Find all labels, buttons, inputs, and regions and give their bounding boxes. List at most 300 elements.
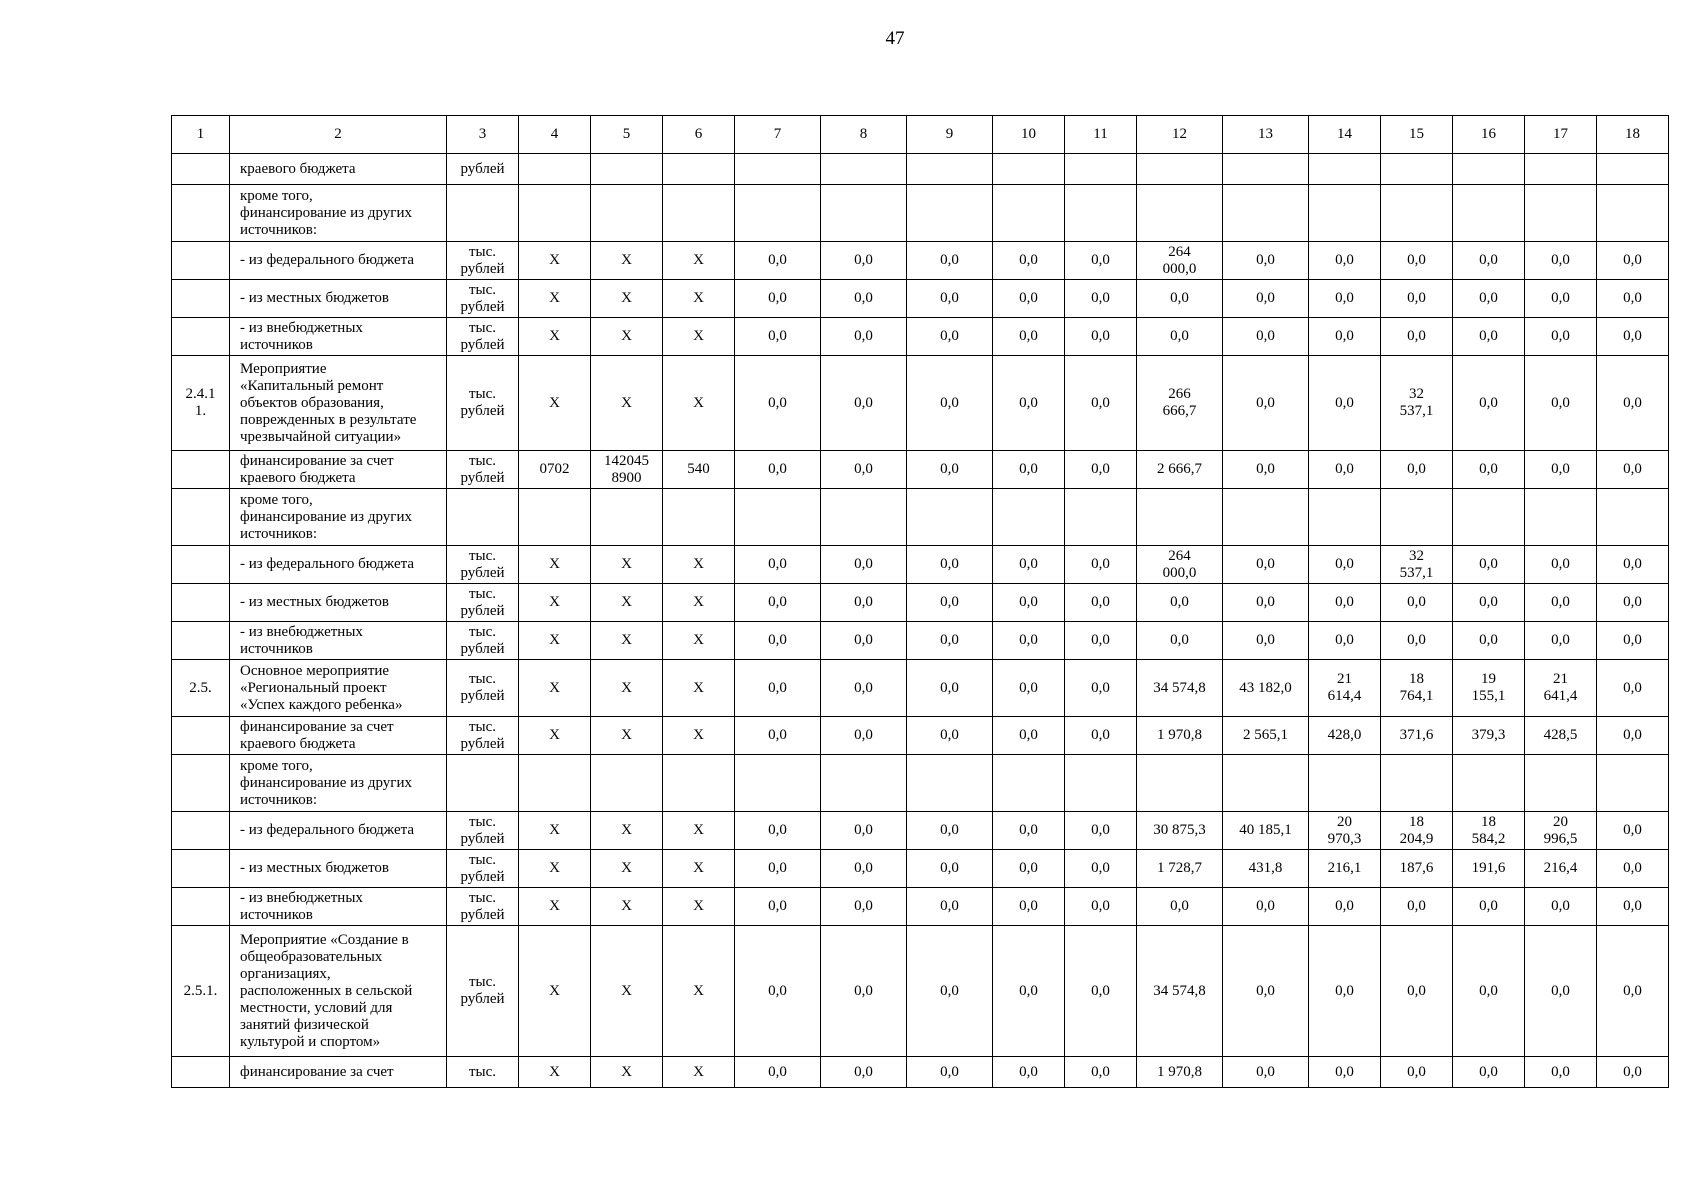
- value-cell: 0,0: [1309, 584, 1381, 622]
- value-cell: 0,0: [1065, 622, 1137, 660]
- value-cell: 0,0: [1525, 1057, 1597, 1088]
- value-cell: 0,0: [821, 451, 907, 489]
- value-cell: X: [663, 622, 735, 660]
- column-header: 12: [1137, 116, 1223, 154]
- value-cell: [1309, 489, 1381, 546]
- column-header: 17: [1525, 116, 1597, 154]
- unit-cell: [447, 489, 519, 546]
- value-cell: X: [663, 660, 735, 717]
- value-cell: 18 584,2: [1453, 812, 1525, 850]
- value-cell: 0,0: [1137, 280, 1223, 318]
- unit-cell: тыс. рублей: [447, 850, 519, 888]
- value-cell: 0,0: [1381, 888, 1453, 926]
- value-cell: 0,0: [821, 546, 907, 584]
- value-cell: 0,0: [907, 546, 993, 584]
- value-cell: [519, 154, 591, 185]
- table-row: [172, 812, 1669, 850]
- column-header: 5: [591, 116, 663, 154]
- value-cell: 0,0: [1223, 888, 1309, 926]
- value-cell: [1597, 755, 1669, 812]
- row-number-cell: [172, 755, 230, 812]
- value-cell: 20 996,5: [1525, 812, 1597, 850]
- value-cell: 0,0: [1309, 451, 1381, 489]
- value-cell: 0,0: [993, 1057, 1065, 1088]
- value-cell: 0,0: [1453, 622, 1525, 660]
- value-cell: 0,0: [993, 242, 1065, 280]
- value-cell: 0,0: [1065, 1057, 1137, 1088]
- value-cell: [663, 185, 735, 242]
- value-cell: [1223, 755, 1309, 812]
- value-cell: 0,0: [1065, 546, 1137, 584]
- unit-cell: тыс. рублей: [447, 888, 519, 926]
- value-cell: 0,0: [1453, 888, 1525, 926]
- value-cell: X: [663, 888, 735, 926]
- value-cell: [591, 755, 663, 812]
- page-number: 47: [885, 28, 905, 49]
- value-cell: [1223, 185, 1309, 242]
- value-cell: 0,0: [1223, 584, 1309, 622]
- table-row: [172, 926, 1669, 1057]
- value-cell: 0,0: [993, 717, 1065, 755]
- value-cell: [907, 755, 993, 812]
- value-cell: 0,0: [1065, 812, 1137, 850]
- value-cell: [1525, 489, 1597, 546]
- value-cell: 0,0: [993, 318, 1065, 356]
- value-cell: [1223, 489, 1309, 546]
- value-cell: [1381, 185, 1453, 242]
- column-header: 13: [1223, 116, 1309, 154]
- value-cell: 0,0: [1381, 318, 1453, 356]
- value-cell: 0,0: [735, 812, 821, 850]
- unit-cell: тыс. рублей: [447, 660, 519, 717]
- row-name-cell: краевого бюджета: [230, 154, 447, 185]
- row-number-cell: [172, 850, 230, 888]
- value-cell: [1309, 755, 1381, 812]
- value-cell: [1597, 154, 1669, 185]
- value-cell: 0,0: [907, 926, 993, 1057]
- value-cell: 0,0: [993, 660, 1065, 717]
- value-cell: [591, 154, 663, 185]
- row-name-cell: - из местных бюджетов: [230, 584, 447, 622]
- value-cell: [735, 755, 821, 812]
- table-row: [172, 584, 1669, 622]
- value-cell: 0,0: [1597, 660, 1669, 717]
- column-header: 18: [1597, 116, 1669, 154]
- value-cell: [1065, 154, 1137, 185]
- table-row: [172, 755, 1669, 812]
- value-cell: 43 182,0: [1223, 660, 1309, 717]
- value-cell: 21 614,4: [1309, 660, 1381, 717]
- column-header: 16: [1453, 116, 1525, 154]
- value-cell: 0,0: [1065, 660, 1137, 717]
- row-name-cell: финансирование за счет краевого бюджета: [230, 451, 447, 489]
- value-cell: 0,0: [821, 660, 907, 717]
- row-number-cell: [172, 546, 230, 584]
- value-cell: 0,0: [1137, 584, 1223, 622]
- value-cell: [1065, 185, 1137, 242]
- value-cell: [1597, 489, 1669, 546]
- value-cell: X: [663, 546, 735, 584]
- column-header: 4: [519, 116, 591, 154]
- value-cell: [663, 489, 735, 546]
- value-cell: 0,0: [1309, 356, 1381, 451]
- value-cell: 0,0: [1381, 926, 1453, 1057]
- column-header: 8: [821, 116, 907, 154]
- value-cell: 0,0: [1065, 318, 1137, 356]
- column-header: 3: [447, 116, 519, 154]
- value-cell: 0,0: [1065, 584, 1137, 622]
- column-header: 6: [663, 116, 735, 154]
- row-number-cell: [172, 451, 230, 489]
- value-cell: 0,0: [735, 888, 821, 926]
- value-cell: [1453, 489, 1525, 546]
- value-cell: X: [519, 546, 591, 584]
- unit-cell: тыс. рублей: [447, 242, 519, 280]
- column-header: 9: [907, 116, 993, 154]
- value-cell: [1381, 154, 1453, 185]
- value-cell: 0,0: [907, 451, 993, 489]
- value-cell: 0,0: [907, 850, 993, 888]
- row-number-cell: 2.4.1 1.: [172, 356, 230, 451]
- value-cell: X: [591, 356, 663, 451]
- value-cell: [1137, 154, 1223, 185]
- value-cell: 0,0: [1525, 451, 1597, 489]
- row-name-cell: кроме того, финансирование из других источников:: [230, 489, 447, 546]
- value-cell: 0,0: [1525, 356, 1597, 451]
- value-cell: [1309, 154, 1381, 185]
- column-header: 1: [172, 116, 230, 154]
- value-cell: [1525, 154, 1597, 185]
- value-cell: 34 574,8: [1137, 660, 1223, 717]
- row-name-cell: - из федерального бюджета: [230, 242, 447, 280]
- row-name-cell: Мероприятие «Капитальный ремонт объектов образования, поврежденных в результате чрезвычайной ситуации»: [230, 356, 447, 451]
- value-cell: 0,0: [1525, 242, 1597, 280]
- table-row: [172, 660, 1669, 717]
- value-cell: 428,5: [1525, 717, 1597, 755]
- table-row: [172, 242, 1669, 280]
- value-cell: 0,0: [907, 584, 993, 622]
- value-cell: 0,0: [1453, 1057, 1525, 1088]
- value-cell: 0,0: [735, 850, 821, 888]
- value-cell: [735, 154, 821, 185]
- value-cell: 0,0: [735, 584, 821, 622]
- value-cell: 0,0: [1223, 926, 1309, 1057]
- value-cell: X: [663, 242, 735, 280]
- table-row: [172, 318, 1669, 356]
- value-cell: [663, 154, 735, 185]
- value-cell: X: [591, 280, 663, 318]
- value-cell: X: [519, 660, 591, 717]
- row-name-cell: - из федерального бюджета: [230, 546, 447, 584]
- value-cell: 0,0: [907, 717, 993, 755]
- value-cell: X: [519, 280, 591, 318]
- unit-cell: тыс. рублей: [447, 546, 519, 584]
- value-cell: 0,0: [821, 812, 907, 850]
- value-cell: X: [519, 888, 591, 926]
- value-cell: 0,0: [907, 812, 993, 850]
- value-cell: 216,4: [1525, 850, 1597, 888]
- value-cell: 0,0: [735, 546, 821, 584]
- value-cell: [1453, 185, 1525, 242]
- row-name-cell: кроме того, финансирование из других источников:: [230, 755, 447, 812]
- value-cell: 0,0: [1597, 812, 1669, 850]
- value-cell: [1223, 154, 1309, 185]
- value-cell: 0,0: [1597, 318, 1669, 356]
- value-cell: 0,0: [1525, 546, 1597, 584]
- value-cell: 0,0: [907, 318, 993, 356]
- unit-cell: тыс. рублей: [447, 926, 519, 1057]
- value-cell: 0,0: [1597, 926, 1669, 1057]
- value-cell: 0,0: [1597, 1057, 1669, 1088]
- value-cell: 0,0: [1223, 622, 1309, 660]
- value-cell: [663, 755, 735, 812]
- value-cell: 191,6: [1453, 850, 1525, 888]
- value-cell: [993, 755, 1065, 812]
- value-cell: 0,0: [1597, 717, 1669, 755]
- value-cell: X: [591, 318, 663, 356]
- table-row: [172, 546, 1669, 584]
- value-cell: [519, 489, 591, 546]
- value-cell: 0,0: [735, 660, 821, 717]
- value-cell: 0,0: [735, 926, 821, 1057]
- value-cell: 0,0: [1597, 242, 1669, 280]
- value-cell: 264 000,0: [1137, 546, 1223, 584]
- value-cell: 0,0: [1453, 584, 1525, 622]
- value-cell: X: [591, 1057, 663, 1088]
- value-cell: [1309, 185, 1381, 242]
- value-cell: 0,0: [993, 850, 1065, 888]
- value-cell: [821, 154, 907, 185]
- value-cell: [821, 185, 907, 242]
- value-cell: [591, 489, 663, 546]
- value-cell: [519, 755, 591, 812]
- value-cell: 0702: [519, 451, 591, 489]
- row-name-cell: Основное мероприятие «Региональный проект «Успех каждого ребенка»: [230, 660, 447, 717]
- value-cell: 40 185,1: [1223, 812, 1309, 850]
- value-cell: 2 666,7: [1137, 451, 1223, 489]
- value-cell: 0,0: [1597, 850, 1669, 888]
- value-cell: 0,0: [907, 242, 993, 280]
- value-cell: 0,0: [821, 850, 907, 888]
- value-cell: 0,0: [1309, 926, 1381, 1057]
- value-cell: 34 574,8: [1137, 926, 1223, 1057]
- value-cell: X: [591, 584, 663, 622]
- value-cell: 0,0: [821, 584, 907, 622]
- value-cell: 0,0: [993, 584, 1065, 622]
- unit-cell: тыс. рублей: [447, 451, 519, 489]
- value-cell: 428,0: [1309, 717, 1381, 755]
- value-cell: 0,0: [821, 356, 907, 451]
- value-cell: 0,0: [1597, 622, 1669, 660]
- value-cell: [1137, 755, 1223, 812]
- value-cell: [519, 185, 591, 242]
- value-cell: 0,0: [1309, 888, 1381, 926]
- value-cell: 0,0: [821, 926, 907, 1057]
- value-cell: 0,0: [907, 356, 993, 451]
- value-cell: 0,0: [1065, 717, 1137, 755]
- value-cell: X: [519, 850, 591, 888]
- value-cell: 0,0: [1453, 280, 1525, 318]
- value-cell: [821, 489, 907, 546]
- value-cell: [1381, 489, 1453, 546]
- value-cell: X: [663, 926, 735, 1057]
- value-cell: X: [519, 717, 591, 755]
- value-cell: 0,0: [907, 888, 993, 926]
- value-cell: 0,0: [1309, 280, 1381, 318]
- value-cell: X: [591, 546, 663, 584]
- value-cell: 0,0: [1137, 318, 1223, 356]
- unit-cell: тыс. рублей: [447, 280, 519, 318]
- row-number-cell: [172, 242, 230, 280]
- value-cell: 0,0: [735, 622, 821, 660]
- value-cell: [993, 154, 1065, 185]
- row-name-cell: Мероприятие «Создание в общеобразовательных организациях, расположенных в сельской местности, условий для занятий физической культурой и спортом»: [230, 926, 447, 1057]
- value-cell: 21 641,4: [1525, 660, 1597, 717]
- value-cell: [907, 185, 993, 242]
- value-cell: 0,0: [735, 451, 821, 489]
- value-cell: X: [519, 622, 591, 660]
- value-cell: X: [663, 584, 735, 622]
- value-cell: [591, 185, 663, 242]
- value-cell: [993, 185, 1065, 242]
- row-number-cell: [172, 185, 230, 242]
- value-cell: 0,0: [1065, 242, 1137, 280]
- value-cell: 0,0: [993, 622, 1065, 660]
- row-number-cell: 2.5.1.: [172, 926, 230, 1057]
- table-row: [172, 185, 1669, 242]
- value-cell: 0,0: [1525, 888, 1597, 926]
- value-cell: 0,0: [1309, 546, 1381, 584]
- value-cell: 0,0: [1223, 242, 1309, 280]
- value-cell: 0,0: [1381, 451, 1453, 489]
- value-cell: [821, 755, 907, 812]
- table-row: [172, 280, 1669, 318]
- value-cell: X: [663, 1057, 735, 1088]
- value-cell: [1137, 489, 1223, 546]
- value-cell: [1065, 755, 1137, 812]
- value-cell: 18 764,1: [1381, 660, 1453, 717]
- value-cell: 0,0: [1223, 280, 1309, 318]
- row-number-cell: [172, 318, 230, 356]
- value-cell: 1 970,8: [1137, 717, 1223, 755]
- row-number-cell: [172, 622, 230, 660]
- value-cell: 264 000,0: [1137, 242, 1223, 280]
- value-cell: 0,0: [735, 717, 821, 755]
- unit-cell: тыс.: [447, 1057, 519, 1088]
- value-cell: X: [519, 812, 591, 850]
- unit-cell: рублей: [447, 154, 519, 185]
- value-cell: 0,0: [1453, 926, 1525, 1057]
- value-cell: 379,3: [1453, 717, 1525, 755]
- column-header: 11: [1065, 116, 1137, 154]
- value-cell: X: [519, 318, 591, 356]
- table-row: [172, 850, 1669, 888]
- value-cell: X: [591, 888, 663, 926]
- value-cell: [1453, 755, 1525, 812]
- row-number-cell: [172, 584, 230, 622]
- value-cell: X: [519, 926, 591, 1057]
- value-cell: X: [591, 242, 663, 280]
- value-cell: X: [663, 280, 735, 318]
- value-cell: X: [663, 812, 735, 850]
- value-cell: 0,0: [735, 318, 821, 356]
- value-cell: 1 970,8: [1137, 1057, 1223, 1088]
- value-cell: 0,0: [1381, 280, 1453, 318]
- value-cell: 0,0: [1597, 280, 1669, 318]
- value-cell: X: [663, 318, 735, 356]
- value-cell: [735, 185, 821, 242]
- table-row: [172, 154, 1669, 185]
- value-cell: X: [663, 850, 735, 888]
- row-name-cell: - из внебюджетных источников: [230, 622, 447, 660]
- value-cell: 0,0: [993, 451, 1065, 489]
- value-cell: [907, 489, 993, 546]
- row-number-cell: [172, 489, 230, 546]
- row-number-cell: [172, 280, 230, 318]
- unit-cell: тыс. рублей: [447, 318, 519, 356]
- unit-cell: [447, 755, 519, 812]
- value-cell: 0,0: [1223, 546, 1309, 584]
- value-cell: [1525, 755, 1597, 812]
- value-cell: [907, 154, 993, 185]
- table-row: [172, 717, 1669, 755]
- value-cell: 0,0: [821, 318, 907, 356]
- unit-cell: тыс. рублей: [447, 812, 519, 850]
- value-cell: 0,0: [1309, 318, 1381, 356]
- value-cell: 0,0: [993, 812, 1065, 850]
- value-cell: 0,0: [1453, 546, 1525, 584]
- row-name-cell: финансирование за счет краевого бюджета: [230, 717, 447, 755]
- value-cell: X: [591, 850, 663, 888]
- value-cell: [1065, 489, 1137, 546]
- value-cell: 2 565,1: [1223, 717, 1309, 755]
- row-number-cell: [172, 812, 230, 850]
- value-cell: 0,0: [1223, 451, 1309, 489]
- value-cell: 0,0: [907, 280, 993, 318]
- row-number-cell: 2.5.: [172, 660, 230, 717]
- value-cell: X: [591, 717, 663, 755]
- value-cell: 0,0: [1381, 1057, 1453, 1088]
- value-cell: 142045 8900: [591, 451, 663, 489]
- row-name-cell: кроме того, финансирование из других источников:: [230, 185, 447, 242]
- value-cell: 0,0: [1381, 584, 1453, 622]
- row-name-cell: - из внебюджетных источников: [230, 888, 447, 926]
- row-number-cell: [172, 1057, 230, 1088]
- value-cell: 0,0: [1597, 451, 1669, 489]
- row-number-cell: [172, 717, 230, 755]
- row-number-cell: [172, 154, 230, 185]
- value-cell: 0,0: [907, 622, 993, 660]
- value-cell: 0,0: [1309, 622, 1381, 660]
- value-cell: 0,0: [1065, 850, 1137, 888]
- value-cell: X: [591, 660, 663, 717]
- table-row: [172, 1057, 1669, 1088]
- value-cell: [993, 489, 1065, 546]
- value-cell: [1597, 185, 1669, 242]
- table-row: [172, 888, 1669, 926]
- value-cell: 0,0: [735, 356, 821, 451]
- value-cell: 0,0: [1381, 242, 1453, 280]
- row-name-cell: - из местных бюджетов: [230, 280, 447, 318]
- value-cell: 0,0: [821, 622, 907, 660]
- value-cell: X: [519, 584, 591, 622]
- value-cell: 187,6: [1381, 850, 1453, 888]
- value-cell: 0,0: [821, 717, 907, 755]
- value-cell: 0,0: [821, 280, 907, 318]
- value-cell: 0,0: [821, 888, 907, 926]
- column-header: 2: [230, 116, 447, 154]
- value-cell: 0,0: [1065, 451, 1137, 489]
